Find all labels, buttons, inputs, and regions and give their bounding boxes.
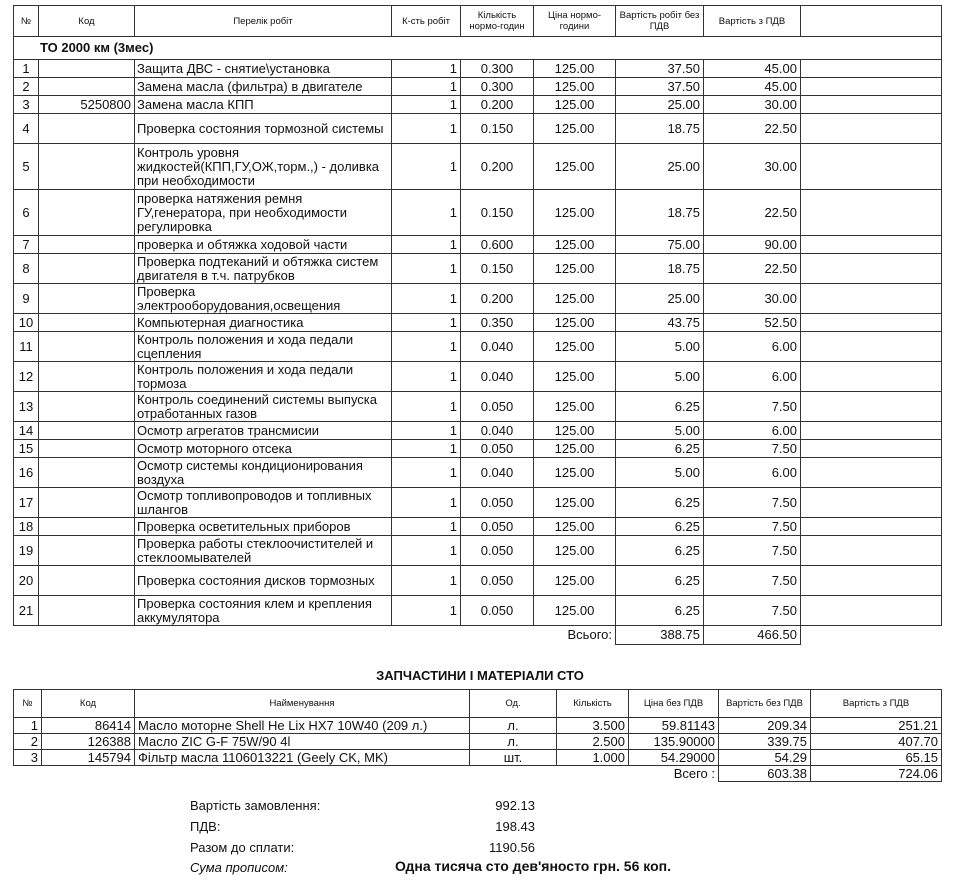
row-price: 125.00 — [534, 60, 616, 78]
row-cost-vat: 7.50 — [704, 488, 801, 518]
row-hours: 0.150 — [461, 190, 534, 236]
table-row — [14, 458, 942, 488]
row-qty: 1 — [392, 314, 461, 332]
parts-header-row — [14, 690, 942, 718]
row-code — [39, 284, 135, 314]
row-cost: 18.75 — [616, 114, 704, 144]
table-row — [14, 284, 942, 314]
row-cost: 6.25 — [616, 392, 704, 422]
part-unit: шт. — [470, 750, 557, 766]
col-cost-header: Вартість робіт без ПДВ — [616, 6, 704, 37]
row-qty: 1 — [392, 96, 461, 114]
vat-value: 198.43 — [495, 819, 535, 834]
row-num: 19 — [14, 536, 39, 566]
table-row — [14, 392, 942, 422]
row-num: 8 — [14, 254, 39, 284]
row-qty: 1 — [392, 144, 461, 190]
row-qty: 1 — [392, 488, 461, 518]
row-empty — [801, 96, 942, 114]
row-qty: 1 — [392, 392, 461, 422]
row-code — [39, 440, 135, 458]
part-qty: 3.500 — [557, 718, 629, 734]
col-cost-vat-header: Вартість з ПДВ — [704, 6, 801, 37]
parts-total-spacer — [14, 766, 629, 782]
row-price: 125.00 — [534, 144, 616, 190]
row-empty — [801, 596, 942, 626]
row-cost-vat: 7.50 — [704, 566, 801, 596]
parts-table — [13, 689, 942, 782]
row-cost: 18.75 — [616, 254, 704, 284]
row-cost-vat: 7.50 — [704, 596, 801, 626]
part-name: Масло ZIC G-F 75W/90 4l — [135, 734, 470, 750]
row-hours: 0.150 — [461, 114, 534, 144]
col-empty-header — [801, 6, 942, 37]
row-num: 14 — [14, 422, 39, 440]
part-num: 2 — [14, 734, 42, 750]
works-total-cost: 388.75 — [616, 626, 704, 645]
row-hours: 0.150 — [461, 254, 534, 284]
sum-in-words-label: Сума прописом: — [190, 860, 288, 875]
section-title: ТО 2000 км (3мес) — [14, 37, 942, 60]
row-cost-vat: 7.50 — [704, 392, 801, 422]
row-empty — [801, 314, 942, 332]
row-hours: 0.200 — [461, 284, 534, 314]
row-num: 3 — [14, 96, 39, 114]
row-cost-vat: 22.50 — [704, 254, 801, 284]
row-price: 125.00 — [534, 458, 616, 488]
row-cost: 6.25 — [616, 440, 704, 458]
row-num: 17 — [14, 488, 39, 518]
row-name: Контроль уровня жидкостей(КПП,ГУ,ОЖ,торм.,) - доливка при необходимости — [135, 144, 392, 190]
row-qty: 1 — [392, 458, 461, 488]
table-row — [14, 518, 942, 536]
row-num: 4 — [14, 114, 39, 144]
row-qty: 1 — [392, 284, 461, 314]
row-hours: 0.040 — [461, 362, 534, 392]
row-empty — [801, 392, 942, 422]
row-qty: 1 — [392, 254, 461, 284]
table-row — [14, 114, 942, 144]
parts-col-cost-vat-header: Вартість з ПДВ — [811, 690, 942, 718]
row-name: Контроль положения и хода педали сцепления — [135, 332, 392, 362]
row-cost: 43.75 — [616, 314, 704, 332]
row-price: 125.00 — [534, 566, 616, 596]
row-cost: 25.00 — [616, 144, 704, 190]
row-name: Осмотр топливопроводов и топливных шлангов — [135, 488, 392, 518]
row-cost-vat: 22.50 — [704, 114, 801, 144]
row-hours: 0.300 — [461, 60, 534, 78]
row-price: 125.00 — [534, 518, 616, 536]
row-qty: 1 — [392, 536, 461, 566]
table-row — [14, 144, 942, 190]
sum-in-words-value: Одна тисяча сто дев'яносто грн. 56 коп. — [395, 858, 671, 874]
row-cost-vat: 30.00 — [704, 144, 801, 190]
works-table — [13, 5, 942, 645]
row-hours: 0.040 — [461, 422, 534, 440]
table-row — [14, 60, 942, 78]
row-code — [39, 236, 135, 254]
row-cost: 5.00 — [616, 458, 704, 488]
row-price: 125.00 — [534, 440, 616, 458]
works-total-row — [14, 626, 942, 645]
table-row — [14, 566, 942, 596]
row-price: 125.00 — [534, 78, 616, 96]
row-empty — [801, 236, 942, 254]
row-empty — [801, 566, 942, 596]
row-hours: 0.050 — [461, 596, 534, 626]
row-cost: 5.00 — [616, 332, 704, 362]
col-name-header: Перелік робіт — [135, 6, 392, 37]
row-empty — [801, 190, 942, 236]
row-empty — [801, 78, 942, 96]
row-price: 125.00 — [534, 284, 616, 314]
row-price: 125.00 — [534, 236, 616, 254]
row-price: 125.00 — [534, 488, 616, 518]
row-hours: 0.600 — [461, 236, 534, 254]
row-name: Замена масла КПП — [135, 96, 392, 114]
part-price: 135.90000 — [629, 734, 719, 750]
works-total-spacer — [14, 626, 534, 645]
parts-col-unit-header: Од. — [470, 690, 557, 718]
row-code — [39, 190, 135, 236]
total-pay-value: 1190.56 — [488, 840, 535, 855]
row-cost-vat: 45.00 — [704, 78, 801, 96]
part-qty: 2.500 — [557, 734, 629, 750]
row-empty — [801, 488, 942, 518]
row-code — [39, 596, 135, 626]
works-total-label: Всього: — [534, 626, 616, 645]
row-cost: 6.25 — [616, 566, 704, 596]
table-row — [14, 440, 942, 458]
row-qty: 1 — [392, 78, 461, 96]
part-code: 126388 — [42, 734, 135, 750]
row-price: 125.00 — [534, 422, 616, 440]
table-row — [14, 536, 942, 566]
row-cost: 37.50 — [616, 78, 704, 96]
row-cost: 25.00 — [616, 284, 704, 314]
part-cost: 209.34 — [719, 718, 811, 734]
row-price: 125.00 — [534, 596, 616, 626]
table-row — [14, 596, 942, 626]
table-row — [14, 332, 942, 362]
part-cost-vat: 251.21 — [811, 718, 942, 734]
row-price: 125.00 — [534, 254, 616, 284]
part-price: 59.81143 — [629, 718, 719, 734]
row-code — [39, 488, 135, 518]
row-hours: 0.040 — [461, 458, 534, 488]
parts-body — [14, 718, 942, 782]
row-empty — [801, 362, 942, 392]
works-total-cost-vat: 466.50 — [704, 626, 801, 645]
row-name: Контроль положения и хода педали тормоза — [135, 362, 392, 392]
total-pay-label: Разом до сплати: — [190, 840, 295, 855]
row-name: Проверка состояния клем и крепления аккумулятора — [135, 596, 392, 626]
works-body — [14, 37, 942, 645]
row-cost-vat: 6.00 — [704, 458, 801, 488]
row-cost: 6.25 — [616, 518, 704, 536]
row-empty — [801, 144, 942, 190]
table-row — [14, 254, 942, 284]
row-num: 16 — [14, 458, 39, 488]
row-cost: 5.00 — [616, 422, 704, 440]
row-price: 125.00 — [534, 392, 616, 422]
order-cost-label: Вартість замовлення: — [190, 798, 321, 813]
row-code — [39, 518, 135, 536]
row-cost-vat: 30.00 — [704, 284, 801, 314]
table-row — [14, 750, 942, 766]
row-name: Проверка осветительных приборов — [135, 518, 392, 536]
row-cost: 25.00 — [616, 96, 704, 114]
parts-total-cost: 603.38 — [719, 766, 811, 782]
row-qty: 1 — [392, 596, 461, 626]
row-code — [39, 422, 135, 440]
parts-col-qty-header: Кількість — [557, 690, 629, 718]
row-num: 2 — [14, 78, 39, 96]
row-code — [39, 332, 135, 362]
table-row — [14, 488, 942, 518]
row-hours: 0.300 — [461, 78, 534, 96]
row-code — [39, 566, 135, 596]
row-num: 7 — [14, 236, 39, 254]
row-hours: 0.040 — [461, 332, 534, 362]
parts-total-label: Всего : — [673, 766, 715, 782]
part-code: 145794 — [42, 750, 135, 766]
row-num: 10 — [14, 314, 39, 332]
row-name: Осмотр системы кондиционирования воздуха — [135, 458, 392, 488]
row-code — [39, 536, 135, 566]
row-name: Компьютерная диагностика — [135, 314, 392, 332]
parts-col-price-header: Ціна без ПДВ — [629, 690, 719, 718]
row-price: 125.00 — [534, 536, 616, 566]
row-empty — [801, 60, 942, 78]
row-empty — [801, 440, 942, 458]
col-qty-header: К-сть робіт — [392, 6, 461, 37]
row-code — [39, 314, 135, 332]
row-price: 125.00 — [534, 362, 616, 392]
row-qty: 1 — [392, 566, 461, 596]
row-num: 15 — [14, 440, 39, 458]
row-name: Проверка работы стеклоочистителей и стеклоомывателей — [135, 536, 392, 566]
row-hours: 0.350 — [461, 314, 534, 332]
part-cost: 339.75 — [719, 734, 811, 750]
row-qty: 1 — [392, 362, 461, 392]
part-cost: 54.29 — [719, 750, 811, 766]
row-hours: 0.050 — [461, 536, 534, 566]
part-name: Масло моторне Shell He Lix HX7 10W40 (209 л.) — [135, 718, 470, 734]
row-num: 11 — [14, 332, 39, 362]
row-empty — [801, 332, 942, 362]
part-code: 86414 — [42, 718, 135, 734]
row-cost-vat: 22.50 — [704, 190, 801, 236]
row-code — [39, 144, 135, 190]
table-row — [14, 314, 942, 332]
row-cost: 6.25 — [616, 488, 704, 518]
row-qty: 1 — [392, 440, 461, 458]
row-name: Проверка состояния дисков тормозных — [135, 566, 392, 596]
col-code-header: Код — [39, 6, 135, 37]
section-row — [14, 37, 942, 60]
row-hours: 0.050 — [461, 440, 534, 458]
row-num: 1 — [14, 60, 39, 78]
row-qty: 1 — [392, 114, 461, 144]
parts-col-code-header: Код — [42, 690, 135, 718]
row-name: Защита ДВС - снятие\установка — [135, 60, 392, 78]
row-empty — [801, 254, 942, 284]
row-cost-vat: 30.00 — [704, 96, 801, 114]
part-unit: л. — [470, 734, 557, 750]
row-cost: 6.25 — [616, 596, 704, 626]
row-num: 5 — [14, 144, 39, 190]
row-qty: 1 — [392, 332, 461, 362]
row-code — [39, 60, 135, 78]
row-qty: 1 — [392, 518, 461, 536]
row-cost: 75.00 — [616, 236, 704, 254]
part-cost-vat: 407.70 — [811, 734, 942, 750]
table-row — [14, 734, 942, 750]
part-qty: 1.000 — [557, 750, 629, 766]
row-name: Замена масла (фильтра) в двигателе — [135, 78, 392, 96]
row-cost-vat: 90.00 — [704, 236, 801, 254]
part-unit: л. — [470, 718, 557, 734]
row-hours: 0.050 — [461, 566, 534, 596]
parts-col-num-header: № — [14, 690, 42, 718]
row-name: Проверка подтеканий и обтяжка систем двигателя в т.ч. патрубков — [135, 254, 392, 284]
row-name: Осмотр агрегатов трансмисии — [135, 422, 392, 440]
part-num: 3 — [14, 750, 42, 766]
row-cost-vat: 7.50 — [704, 440, 801, 458]
part-num: 1 — [14, 718, 42, 734]
row-name: Проверка состояния тормозной системы — [135, 114, 392, 144]
part-name: Фільтр масла 1106013221 (Geely CK, MK) — [135, 750, 470, 766]
row-price: 125.00 — [534, 190, 616, 236]
row-cost-vat: 45.00 — [704, 60, 801, 78]
parts-total-row — [14, 766, 942, 782]
row-empty — [801, 284, 942, 314]
works-header-row — [14, 6, 942, 37]
row-empty — [801, 422, 942, 440]
row-code: 5250800 — [39, 96, 135, 114]
table-row — [14, 422, 942, 440]
row-hours: 0.200 — [461, 96, 534, 114]
row-hours: 0.200 — [461, 144, 534, 190]
row-code — [39, 458, 135, 488]
row-price: 125.00 — [534, 314, 616, 332]
row-price: 125.00 — [534, 114, 616, 144]
works-total-spacer-end — [801, 626, 942, 645]
row-num: 9 — [14, 284, 39, 314]
table-row — [14, 78, 942, 96]
row-code — [39, 254, 135, 284]
order-cost-value: 992.13 — [495, 798, 535, 813]
row-name: проверка и обтяжка ходовой части — [135, 236, 392, 254]
col-hours-header: Кількість нормо-годин — [461, 6, 534, 37]
part-cost-vat: 65.15 — [811, 750, 942, 766]
row-empty — [801, 114, 942, 144]
row-num: 12 — [14, 362, 39, 392]
col-price-header: Ціна нормо-години — [534, 6, 616, 37]
row-name: Контроль соединений системы выпуска отработанных газов — [135, 392, 392, 422]
row-num: 20 — [14, 566, 39, 596]
row-cost: 5.00 — [616, 362, 704, 392]
row-code — [39, 392, 135, 422]
row-cost: 37.50 — [616, 60, 704, 78]
row-name: проверка натяжения ремня ГУ,генератора, при необходимости регулировка — [135, 190, 392, 236]
parts-col-cost-header: Вартість без ПДВ — [719, 690, 811, 718]
row-cost-vat: 6.00 — [704, 422, 801, 440]
row-code — [39, 114, 135, 144]
col-num-header: № — [14, 6, 39, 37]
row-hours: 0.050 — [461, 488, 534, 518]
row-price: 125.00 — [534, 332, 616, 362]
row-num: 21 — [14, 596, 39, 626]
row-qty: 1 — [392, 236, 461, 254]
row-cost-vat: 6.00 — [704, 362, 801, 392]
row-name: Проверка электрооборудования,освещения — [135, 284, 392, 314]
part-price: 54.29000 — [629, 750, 719, 766]
row-hours: 0.050 — [461, 518, 534, 536]
row-name: Осмотр моторного отсека — [135, 440, 392, 458]
row-qty: 1 — [392, 422, 461, 440]
table-row — [14, 718, 942, 734]
table-row — [14, 362, 942, 392]
row-hours: 0.050 — [461, 392, 534, 422]
table-row — [14, 96, 942, 114]
row-qty: 1 — [392, 190, 461, 236]
row-price: 125.00 — [534, 96, 616, 114]
row-cost: 6.25 — [616, 536, 704, 566]
row-num: 18 — [14, 518, 39, 536]
row-empty — [801, 536, 942, 566]
row-empty — [801, 458, 942, 488]
table-row — [14, 236, 942, 254]
table-row — [14, 190, 942, 236]
row-num: 6 — [14, 190, 39, 236]
row-cost-vat: 6.00 — [704, 332, 801, 362]
parts-total-cost-vat: 724.06 — [811, 766, 942, 782]
row-cost-vat: 7.50 — [704, 518, 801, 536]
row-empty — [801, 518, 942, 536]
row-cost: 18.75 — [616, 190, 704, 236]
row-cost-vat: 52.50 — [704, 314, 801, 332]
row-code — [39, 362, 135, 392]
row-cost-vat: 7.50 — [704, 536, 801, 566]
parts-title: ЗАПЧАСТИНИ І МАТЕРІАЛИ СТО — [376, 668, 584, 683]
row-num: 13 — [14, 392, 39, 422]
vat-label: ПДВ: — [190, 819, 221, 834]
row-code — [39, 78, 135, 96]
row-qty: 1 — [392, 60, 461, 78]
parts-col-name-header: Найменування — [135, 690, 470, 718]
